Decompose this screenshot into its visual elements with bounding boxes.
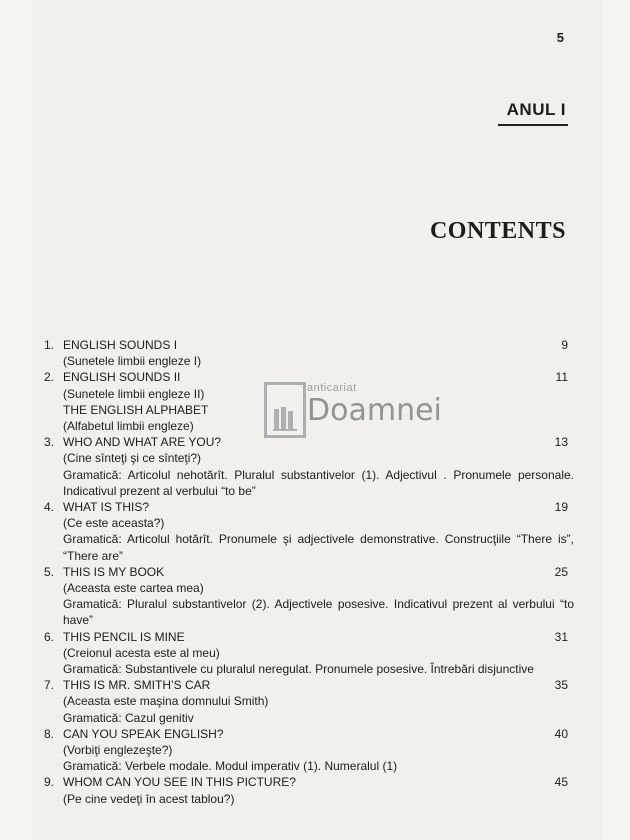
contents-heading: CONTENTS: [429, 218, 566, 244]
toc-entry: [44, 726, 574, 775]
entry-number: 3.: [44, 435, 55, 450]
watermark-text-small: anticariat: [307, 382, 357, 394]
lesson-translation: (Sunetele limbii engleze I): [63, 354, 202, 369]
lesson-translation: (Pe cine vedeţi în acest tablou?): [63, 791, 235, 806]
grammar-note: Gramatică: Cazul genitiv: [63, 710, 194, 725]
lesson-title: ENGLISH SOUNDS I: [63, 338, 178, 352]
lesson-title: WHO AND WHAT ARE YOU?: [63, 435, 222, 450]
lesson-title: CAN YOU SPEAK ENGLISH?: [63, 726, 224, 741]
lesson-title: ENGLISH SOUNDS II: [63, 370, 181, 385]
lesson-translation: (Aceasta este maşina domnului Smith): [63, 694, 269, 709]
grammar-note: Gramatică: Substantivele cu pluralul neregulat. Pronumele posesive. Întrebări disjunctive: [63, 662, 534, 677]
watermark-frame: [264, 382, 306, 438]
entry-page-number: 35: [554, 678, 568, 693]
entry-number: 8.: [44, 726, 55, 741]
entry-number: 7.: [44, 678, 55, 693]
watermark-logo: [264, 376, 442, 444]
entry-number: 1.: [44, 338, 55, 352]
entry-page-number: 13: [554, 435, 568, 450]
toc-entry: [44, 677, 574, 726]
entry-page-number: 9: [561, 338, 568, 352]
entry-page-number: 31: [554, 629, 568, 644]
grammar-note: Gramatică: Verbele modale. Modul imperativ (1). Numeralul (1): [63, 759, 398, 774]
lesson-translation: (Sunetele limbii engleze II): [63, 386, 205, 401]
grammar-note: Gramatică: Articolul hotărît. Pronumele şi adjectivele demonstrative. Construcţiile “There is”, “There are”: [63, 532, 574, 563]
entry-number: 4.: [44, 500, 55, 515]
entry-page-number: 25: [554, 564, 568, 579]
lesson-title: THIS PENCIL IS MINE: [63, 629, 185, 644]
toc-entry: [44, 337, 574, 369]
books-icon: [273, 407, 299, 431]
section-heading: ANUL I: [506, 100, 566, 119]
entry-page-number: 45: [554, 775, 568, 790]
lesson-translation: (Vorbiţi englezeşte?): [63, 743, 173, 758]
entry-number: 6.: [44, 629, 55, 644]
lesson-title: THE ENGLISH ALPHABET: [63, 402, 209, 417]
grammar-note: Gramatică: Articolul nehotărît. Pluralul substantivelor (1). Adjectivul . Pronumele personale. Indicativul prezent al verbului “to be”: [63, 467, 574, 498]
lesson-title: WHOM CAN YOU SEE IN THIS PICTURE?: [63, 775, 296, 790]
section-underline: [498, 124, 568, 126]
lesson-translation: (Cine sînteţi şi ce sînteţi?): [63, 451, 202, 466]
entry-page-number: 11: [555, 370, 568, 385]
entry-number: 9.: [44, 775, 55, 790]
entry-number: 2.: [44, 370, 55, 385]
toc-entry: [44, 499, 574, 564]
lesson-translation: (Aceasta este cartea mea): [63, 581, 204, 596]
entry-number: 5.: [44, 564, 55, 579]
lesson-title: WHAT IS THIS?: [63, 500, 150, 515]
entry-page-number: 40: [554, 726, 568, 741]
page-number: 5: [556, 30, 564, 45]
entry-page-number: 19: [554, 500, 568, 515]
lesson-translation: (Ce este aceasta?): [63, 516, 165, 531]
toc-entry: [44, 564, 574, 629]
lesson-title: THIS IS MY BOOK: [63, 564, 165, 579]
watermark-text-big: Doamnei: [307, 393, 442, 428]
lesson-translation: (Alfabetul limbii engleze): [63, 419, 194, 434]
toc-entry: [44, 629, 574, 678]
book-page: [32, 0, 602, 840]
lesson-title: THIS IS MR. SMITH’S CAR: [63, 678, 211, 693]
toc-entry: [44, 774, 574, 806]
grammar-note: Gramatică: Pluralul substantivelor (2). Adjectivele posesive. Indicativul prezent al verbului “to have”: [63, 597, 574, 628]
lesson-translation: (Creionul acesta este al meu): [63, 645, 220, 660]
